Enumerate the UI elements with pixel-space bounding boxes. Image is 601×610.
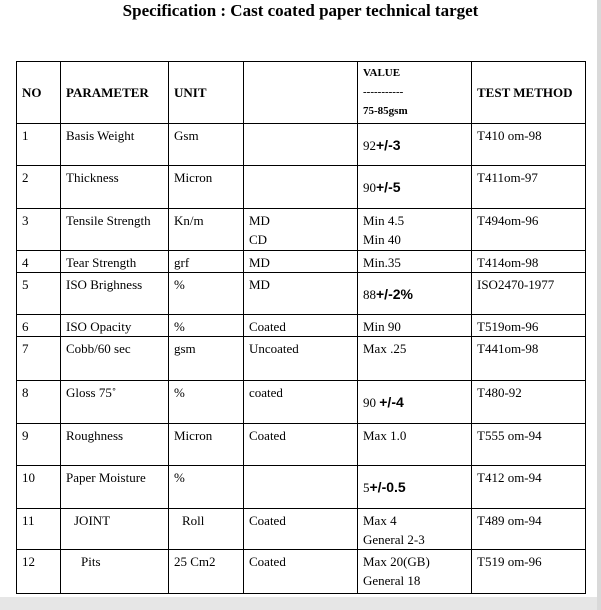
bottom-edge-strip bbox=[0, 597, 601, 610]
value-number: 90 bbox=[363, 180, 376, 195]
row-no: 10 bbox=[17, 466, 61, 509]
row-unit: Gsm bbox=[169, 124, 244, 166]
row-parameter: Basis Weight bbox=[61, 124, 169, 166]
value-line: Min 40 bbox=[363, 232, 401, 247]
right-edge-strip bbox=[597, 0, 601, 610]
table-row bbox=[17, 315, 586, 337]
table-row bbox=[17, 466, 586, 509]
row-no: 9 bbox=[17, 424, 61, 466]
row-parameter: Tear Strength bbox=[61, 251, 169, 273]
row-unit: Micron bbox=[169, 166, 244, 209]
row-condition: MD bbox=[244, 273, 358, 315]
row-unit: grf bbox=[169, 251, 244, 273]
row-test-method: T410 om-98 bbox=[472, 124, 586, 166]
table-row bbox=[17, 273, 586, 315]
row-test-method: T411om-97 bbox=[472, 166, 586, 209]
row-condition bbox=[244, 166, 358, 209]
value-tolerance: +/-4 bbox=[379, 394, 404, 410]
header-value-dashes: ----------- bbox=[363, 86, 404, 98]
row-condition bbox=[244, 124, 358, 166]
parameter-text: Pits bbox=[81, 554, 101, 569]
header-no: NO bbox=[17, 62, 61, 124]
row-value: Min.35 bbox=[358, 251, 472, 273]
document-title: Specification : Cast coated paper technical target bbox=[122, 1, 479, 20]
row-value bbox=[358, 381, 472, 424]
row-test-method: T555 om-94 bbox=[472, 424, 586, 466]
table-row bbox=[17, 381, 586, 424]
row-value: Max 1.0 bbox=[358, 424, 472, 466]
value-tolerance: +/-5 bbox=[376, 179, 401, 195]
value-tolerance: +/-2% bbox=[376, 286, 413, 302]
table-header-row bbox=[17, 62, 586, 124]
row-no: 5 bbox=[17, 273, 61, 315]
row-condition: coated bbox=[244, 381, 358, 424]
row-unit: % bbox=[169, 273, 244, 315]
condition-line: MD bbox=[249, 213, 270, 228]
table-row bbox=[17, 251, 586, 273]
row-condition bbox=[244, 466, 358, 509]
table-row bbox=[17, 509, 586, 550]
row-unit: % bbox=[169, 466, 244, 509]
value-number: 88 bbox=[363, 287, 376, 302]
table-row bbox=[17, 166, 586, 209]
row-condition: Coated bbox=[244, 424, 358, 466]
row-no: 12 bbox=[17, 550, 61, 594]
row-parameter bbox=[61, 509, 169, 550]
row-unit: Micron bbox=[169, 424, 244, 466]
condition-line: CD bbox=[249, 232, 268, 247]
row-parameter: ISO Brighness bbox=[61, 273, 169, 315]
row-unit: % bbox=[169, 381, 244, 424]
parameter-text: JOINT bbox=[74, 513, 111, 528]
row-parameter: ISO Opacity bbox=[61, 315, 169, 337]
row-value bbox=[358, 124, 472, 166]
row-test-method: T441om-98 bbox=[472, 337, 586, 381]
row-value bbox=[358, 273, 472, 315]
row-unit: % bbox=[169, 315, 244, 337]
row-no: 11 bbox=[17, 509, 61, 550]
row-parameter bbox=[61, 550, 169, 594]
row-no: 4 bbox=[17, 251, 61, 273]
row-parameter: Tensile Strength bbox=[61, 209, 169, 251]
row-value bbox=[358, 466, 472, 509]
table-row bbox=[17, 124, 586, 166]
header-test-method: TEST METHOD bbox=[472, 62, 586, 124]
row-condition: MD bbox=[244, 251, 358, 273]
row-unit: Kn/m bbox=[169, 209, 244, 251]
row-no: 8 bbox=[17, 381, 61, 424]
row-condition bbox=[244, 209, 358, 251]
row-test-method: T414om-98 bbox=[472, 251, 586, 273]
row-test-method: T519om-96 bbox=[472, 315, 586, 337]
row-test-method: T480-92 bbox=[472, 381, 586, 424]
value-tolerance: +/-3 bbox=[376, 137, 401, 153]
row-value bbox=[358, 550, 472, 594]
row-no: 3 bbox=[17, 209, 61, 251]
row-no: 6 bbox=[17, 315, 61, 337]
row-parameter: Paper Moisture bbox=[61, 466, 169, 509]
row-condition: Uncoated bbox=[244, 337, 358, 381]
header-value bbox=[358, 62, 472, 124]
header-value-label: VALUE bbox=[363, 67, 401, 79]
row-value bbox=[358, 509, 472, 550]
header-unit: UNIT bbox=[169, 62, 244, 124]
value-number: 90 bbox=[363, 395, 380, 410]
value-line: Min 4.5 bbox=[363, 213, 405, 228]
table-row bbox=[17, 209, 586, 251]
value-tolerance: +/-0.5 bbox=[369, 479, 406, 495]
row-condition: Coated bbox=[244, 509, 358, 550]
row-test-method: T519 om-96 bbox=[472, 550, 586, 594]
value-number: 92 bbox=[363, 138, 376, 153]
row-no: 7 bbox=[17, 337, 61, 381]
row-condition: Coated bbox=[244, 315, 358, 337]
row-test-method: T494om-96 bbox=[472, 209, 586, 251]
row-test-method: T489 om-94 bbox=[472, 509, 586, 550]
value-line: General 2-3 bbox=[363, 532, 425, 547]
row-unit bbox=[169, 509, 244, 550]
row-test-method: T412 om-94 bbox=[472, 466, 586, 509]
header-parameter: PARAMETER bbox=[61, 62, 169, 124]
value-number: 5 bbox=[363, 480, 370, 495]
table-row bbox=[17, 424, 586, 466]
row-value bbox=[358, 209, 472, 251]
specification-table bbox=[16, 61, 586, 594]
table-row bbox=[17, 337, 586, 381]
row-parameter: Gloss 75˚ bbox=[61, 381, 169, 424]
row-parameter: Thickness bbox=[61, 166, 169, 209]
row-value: Min 90 bbox=[358, 315, 472, 337]
row-unit: 25 Cm2 bbox=[169, 550, 244, 594]
row-parameter: Roughness bbox=[61, 424, 169, 466]
header-value-range: 75-85gsm bbox=[363, 105, 408, 117]
row-parameter: Cobb/60 sec bbox=[61, 337, 169, 381]
row-test-method: ISO2470-1977 bbox=[472, 273, 586, 315]
table-row bbox=[17, 550, 586, 594]
unit-text: Roll bbox=[182, 513, 205, 528]
row-no: 1 bbox=[17, 124, 61, 166]
header-blank bbox=[244, 62, 358, 124]
value-line: Max 20(GB) bbox=[363, 554, 430, 569]
row-value bbox=[358, 166, 472, 209]
value-line: General 18 bbox=[363, 573, 421, 588]
value-line: Max 4 bbox=[363, 513, 397, 528]
row-condition: Coated bbox=[244, 550, 358, 594]
row-no: 2 bbox=[17, 166, 61, 209]
row-value: Max .25 bbox=[358, 337, 472, 381]
row-unit: gsm bbox=[169, 337, 244, 381]
